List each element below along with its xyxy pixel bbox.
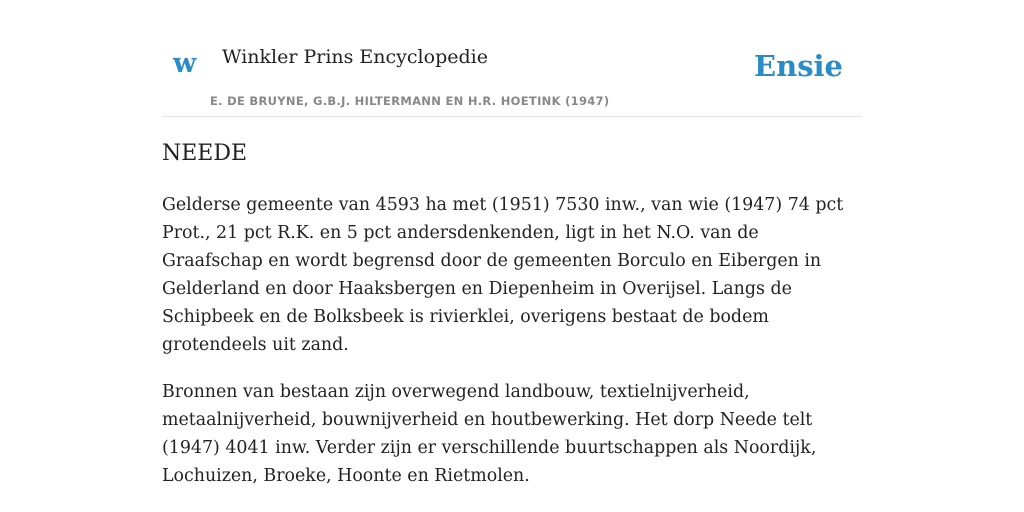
source-header (162, 0, 862, 117)
article-paragraph: Bronnen van bestaan zijn overwegend landbouw, textielnijverheid, metaalnijverheid, bouwnijverheid en houtbewerking. Het dorp Neede telt (1947) 4041 inw. Verder zijn er verschillende buurtschappen als Noordijk, Lochuizen, Broeke, Hoonte en Rietmolen. (162, 381, 817, 486)
source-logo-icon: w (173, 48, 197, 79)
source-title: Winkler Prins Encyclopedie (222, 46, 488, 68)
brand-logo-link[interactable]: Ensie (754, 49, 843, 83)
article (162, 140, 862, 509)
source-authors: E. DE BRUYNE, G.B.J. HILTERMANN EN H.R. HOETINK (1947) (210, 94, 610, 108)
article-title: NEEDE (162, 141, 248, 166)
article-paragraph: Gelderse gemeente van 4593 ha met (1951) 7530 inw., van wie (1947) 74 pct Prot., 21 pct R.K. en 5 pct andersdenkenden, ligt in het N.O. van de Graafschap en wordt begrensd door de gemeenten Borculo en Eibergen in Gelderland en door Haaksbergen en Diepenheim in Overijsel. Langs de Schipbeek en de Bolksbeek is rivierklei, overigens bestaat de bodem grotendeels uit zand. (162, 194, 844, 355)
